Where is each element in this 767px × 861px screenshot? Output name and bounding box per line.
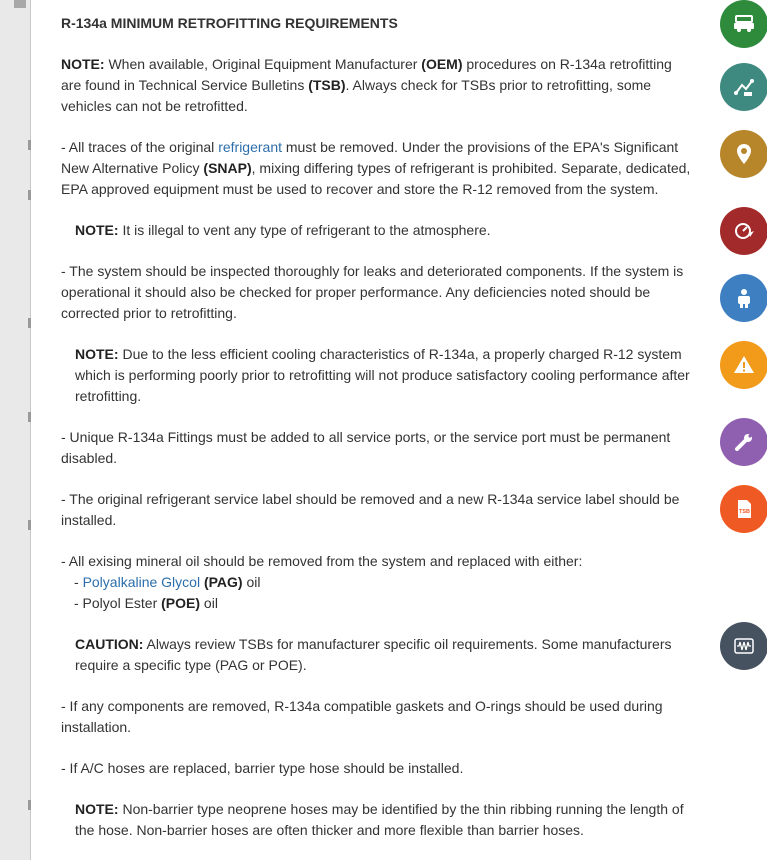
scrollbar-thumb[interactable] — [14, 0, 26, 8]
tsb-abbr: (TSB) — [308, 77, 346, 93]
diagnostics-button[interactable] — [720, 207, 767, 255]
warning-icon — [732, 353, 756, 377]
oil-intro: - All exising mineral oil should be removed from the system and replaced with either: — [61, 553, 583, 569]
technician-button[interactable] — [720, 274, 767, 322]
note-label: NOTE: — [61, 56, 105, 72]
requirement-item: - The system should be inspected thoroughly for leaks and deteriorated components. If the system is operational it should also be checked for proper performance. Any deficiencies noted should be corrected prior to retrofitting. — [61, 263, 684, 321]
tsb-button[interactable] — [720, 485, 767, 533]
pag-link[interactable]: Polyalkaline Glycol — [82, 574, 201, 590]
oem-abbr: (OEM) — [421, 56, 463, 72]
note-label: NOTE: — [75, 346, 119, 362]
note-label: NOTE: — [75, 801, 119, 817]
oil-requirement — [61, 551, 691, 614]
note-label: NOTE: — [75, 222, 119, 238]
gutter-marker — [28, 190, 31, 200]
tsb-label: TSB — [739, 509, 750, 515]
gutter-marker — [28, 520, 31, 530]
refrigerant-link[interactable]: refrigerant — [218, 139, 282, 155]
oil-option-pag: - Polyalkaline Glycol (PAG) oil — [74, 574, 261, 590]
note-cooling: NOTE: Due to the less efficient cooling characteristics of R-134a, a properly charged R-12 system which is performing poorly prior to retrofitting will not produce satisfactory cooling performance after retrofitting. — [75, 346, 690, 404]
article-content — [61, 13, 691, 861]
note-vent: NOTE: It is illegal to vent any type of refrigerant to the atmosphere. — [75, 222, 491, 238]
note-hoses: NOTE: Non-barrier type neoprene hoses may be identified by the thin ribbing running the length of the hose. Non-barrier hoses are often thicker and more flexible than barrier hoses. — [75, 801, 684, 838]
wrench-icon — [732, 430, 756, 454]
warning-button[interactable] — [720, 341, 767, 389]
caution-label: CAUTION: — [75, 636, 144, 652]
requirement-item: - Unique R-134a Fittings must be added to all service ports, or the service port must be permanent disabled. — [61, 429, 671, 466]
snap-abbr: (SNAP) — [203, 160, 252, 176]
technician-icon — [732, 286, 756, 310]
vehicle-button[interactable] — [720, 0, 767, 48]
repair-button[interactable] — [720, 418, 767, 466]
location-button[interactable] — [720, 130, 767, 178]
requirement-item: - All traces of the original refrigerant must be removed. Under the provisions of the EPA's Significant New Alternative Policy (SNAP), mixing differing types of refrigerant is prohibited. Separate, dedicated, EPA approved equipment must be used to recover and store the R-12 removed from the system. — [61, 139, 691, 197]
requirement-item: - The original refrigerant service label should be removed and a new R-134a service label should be installed. — [61, 491, 680, 528]
location-pin-icon — [732, 142, 756, 166]
wiring-diagram-icon — [732, 75, 756, 99]
caution-oil: CAUTION: Always review TSBs for manufacturer specific oil requirements. Some manufacturers require a specific type (PAG or POE). — [75, 636, 672, 673]
tsb-document-icon — [732, 497, 756, 521]
vehicle-icon — [732, 12, 756, 36]
requirement-item: - If A/C hoses are replaced, barrier type hose should be installed. — [61, 760, 464, 776]
requirement-item: - If any components are removed, R-134a compatible gaskets and O-rings should be used during installation. — [61, 698, 663, 735]
gutter-marker — [28, 412, 31, 422]
gutter-marker — [28, 318, 31, 328]
article-title: R-134a MINIMUM RETROFITTING REQUIREMENTS — [61, 15, 398, 31]
wiring-diagram-button[interactable] — [720, 63, 767, 111]
diagnostic-gauge-icon — [732, 219, 756, 243]
gutter-marker — [28, 800, 31, 810]
left-scroll-gutter[interactable] — [0, 0, 31, 860]
oil-option-poe: - Polyol Ester (POE) oil — [74, 595, 218, 611]
intro-note: NOTE: When available, Original Equipment Manufacturer (OEM) procedures on R-134a retrofitting are found in Technical Service Bulletins (TSB). Always check for TSBs prior to retrofitting, some vehicles can not be retrofitted. — [61, 56, 672, 114]
waveform-icon — [732, 634, 756, 658]
waveform-button[interactable] — [720, 622, 767, 670]
gutter-marker — [28, 140, 31, 150]
